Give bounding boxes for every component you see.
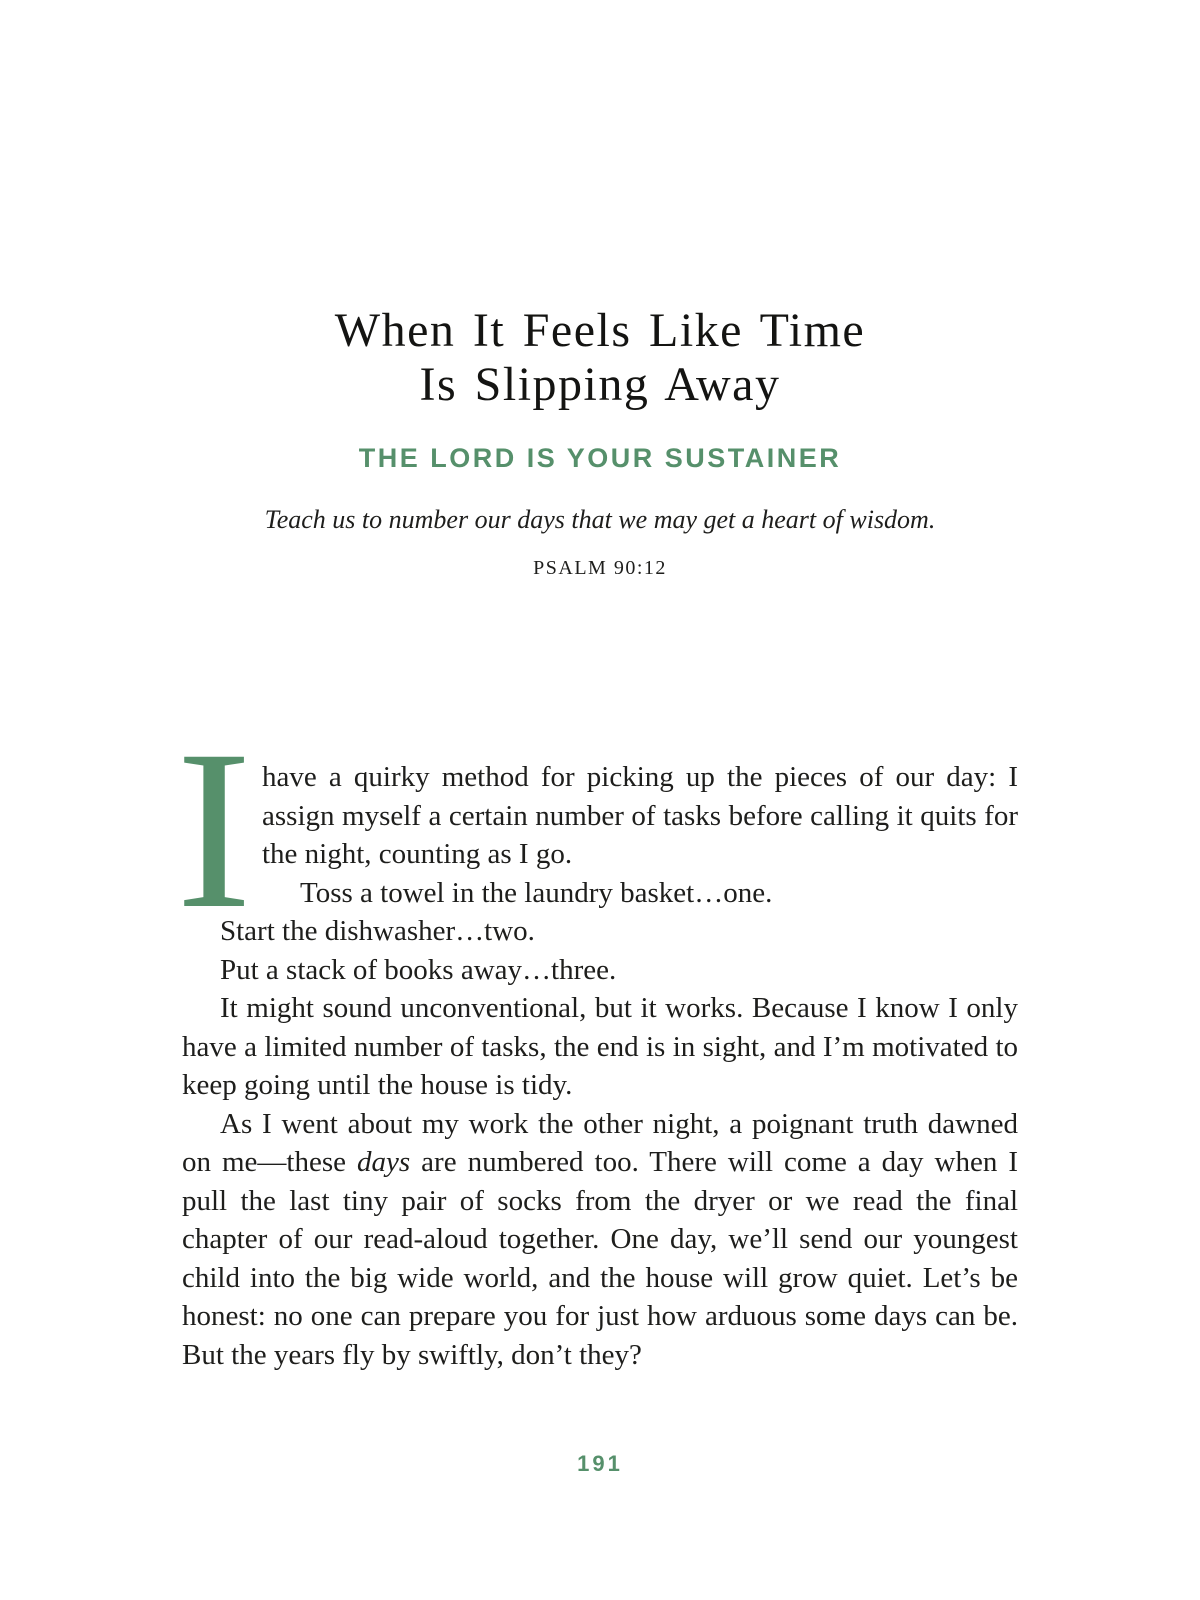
paragraph-5: It might sound unconventional, but it works. Because I know I only have a limited number of tasks, the end is in sight, and I’m motivated to keep going until the house is tidy.: [182, 992, 1018, 1101]
paragraph-1-text: have a quirky method for picking up the pieces of our day: I assign myself a certain number of tasks before calling it quits for the night, counting as I go.: [262, 761, 1018, 870]
epigraph-verse: Teach us to number our days that we may get a heart of wisdom.: [264, 505, 936, 534]
dropcap-letter: I: [176, 704, 252, 956]
paragraph-6-emphasis: days: [357, 1146, 411, 1178]
chapter-header: [0, 0, 1200, 580]
page-number: 191: [577, 1451, 623, 1476]
chapter-title: [0, 304, 1200, 412]
paragraph-4: Put a stack of books away…three.: [220, 953, 617, 986]
paragraph-3: Start the dishwasher…two.: [220, 915, 535, 947]
body-text: [176, 704, 1019, 1374]
chapter-title-line-1: When It Feels Like Time: [334, 304, 866, 357]
dropcap: [176, 704, 252, 956]
paragraph-6: [182, 1105, 1018, 1375]
paragraph-2: Toss a towel in the laundry basket…one.: [300, 876, 773, 909]
paragraph-6-text-after: are numbered too. There will come a day when I pull the last tiny pair of socks from the dryer or we read the final chapter of our read-aloud together. One day, we’ll send our youngest child into the big wide world, and the house will grow quiet. Let’s be honest: no one can prepare you for just how arduous some days can be. But the years fly by swiftly, don’t they?: [182, 1146, 1019, 1371]
chapter-subtitle: THE LORD IS YOUR SUSTAINER: [358, 443, 842, 473]
epigraph-reference: PSALM 90:12: [533, 557, 667, 579]
paragraph-6-text-before: As I went about my work the other night, a poignant truth dawned on me—these: [182, 1107, 1018, 1178]
chapter-title-line-2: Is Slipping Away: [419, 358, 781, 411]
